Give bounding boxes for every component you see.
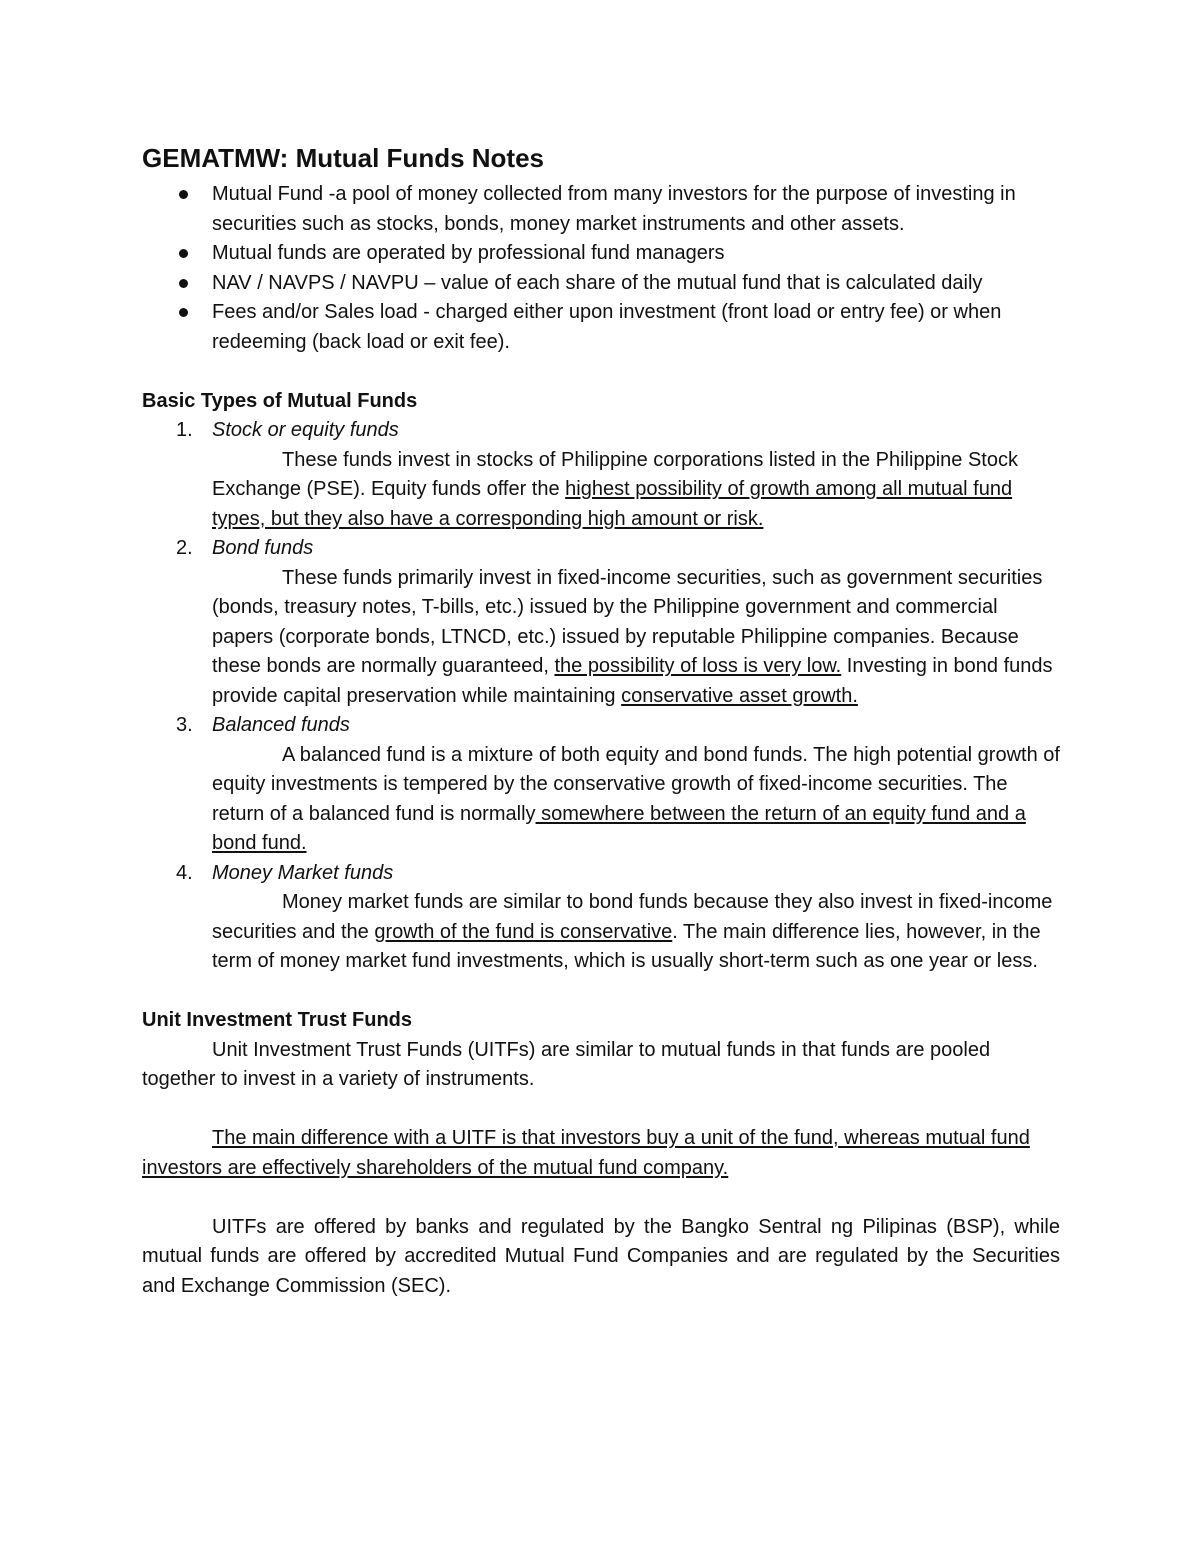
fund-type-description	[212, 564, 1060, 712]
underlined-text: conservative asset growth.	[621, 684, 858, 707]
section-heading-uitf: Unit Investment Trust Funds	[142, 1009, 413, 1031]
bullet-item	[142, 239, 1060, 269]
fund-type-stock	[142, 416, 1060, 534]
fund-type-balanced	[142, 711, 1060, 859]
bullet-dot-icon	[179, 249, 188, 258]
bullet-text: Fees and/or Sales load - charged either upon investment (front load or entry fee) or when redeeming (back load or exit fee).	[212, 301, 1002, 353]
bullet-item	[142, 298, 1060, 357]
description-text: Money market funds are similar to bond funds because they also invest in fixed-income securities and the	[212, 891, 1053, 943]
spacer	[142, 357, 1060, 387]
fund-type-name: Bond funds	[212, 537, 314, 559]
bullet-text: Mutual Fund -a pool of money collected from many investors for the purpose of investing in securities such as stocks, bonds, money market instruments and other assets.	[212, 183, 1016, 235]
spacer	[142, 1183, 1060, 1213]
description-text: A balanced fund is a mixture of both equity and bond funds. The high potential growth of equity investments is tempered by the conservative growth of fixed-income securities. The return of a balanced fund is normally	[212, 743, 1060, 825]
page-title: GEMATMW: Mutual Funds Notes	[142, 143, 544, 173]
item-number: 2.	[176, 537, 193, 559]
underlined-text: growth of the fund is conservative	[374, 920, 673, 943]
uitf-paragraph: Unit Investment Trust Funds (UITFs) are similar to mutual funds in that funds are pooled together to invest in a variety of instruments.	[142, 1038, 991, 1090]
bullet-dot-icon	[179, 308, 188, 317]
fund-type-name: Stock or equity funds	[212, 419, 399, 441]
fund-type-description	[212, 446, 1060, 535]
description-text: . The main difference lies, however, in the term of money market fund investments, which is usually short-term such as one year or less.	[212, 920, 1041, 972]
intro-bullet-list	[142, 180, 1060, 357]
item-number: 3.	[176, 714, 193, 736]
underlined-text: highest possibility of growth among all mutual fund types, but they also have a corresponding high amount or risk.	[212, 478, 1013, 530]
uitf-regulation-paragraph: UITFs are offered by banks and regulated by the Bangko Sentral ng Pilipinas (BSP), while mutual funds are offered by accredited Mutual Fund Companies and are regulated by the Securities and Exchange Commission (SEC).	[142, 1215, 1060, 1297]
bullet-item	[142, 180, 1060, 239]
bullet-dot-icon	[179, 190, 188, 199]
description-text: These funds primarily invest in fixed-income securities, such as government securities (bonds, treasury notes, T-bills, etc.) issued by the Philippine government and commercial papers (corporate bonds, LTNCD, etc.) issued by reputable Philippine companies. Because these bonds are normally guaranteed,	[212, 566, 1043, 677]
item-number: 1.	[176, 419, 193, 441]
bullet-text: Mutual funds are operated by professional fund managers	[212, 242, 725, 264]
document-body	[142, 140, 1060, 1301]
fund-type-bond	[142, 534, 1060, 711]
description-text: Investing in bond funds provide capital preservation while maintaining	[212, 655, 1053, 707]
bullet-text: NAV / NAVPS / NAVPU – value of each share of the mutual fund that is calculated daily	[212, 271, 983, 294]
bullet-dot-icon	[179, 279, 188, 288]
fund-type-description	[212, 888, 1060, 977]
spacer	[142, 1095, 1060, 1125]
fund-type-name: Balanced funds	[212, 714, 350, 736]
item-number: 4.	[176, 861, 193, 884]
underlined-text: the possibility of loss is very low.	[554, 655, 842, 677]
fund-type-description	[212, 741, 1060, 859]
bullet-item	[142, 269, 1060, 299]
underlined-text: The main difference with a UITF is that investors buy a unit of the fund, whereas mutual fund investors are effectively shareholders of the mutual fund company.	[142, 1127, 1030, 1179]
spacer	[142, 977, 1060, 1007]
fund-type-money-market	[142, 859, 1060, 977]
uitf-difference-paragraph	[142, 1124, 1060, 1183]
underlined-text: somewhere between the return of an equity fund and a bond fund.	[212, 802, 1026, 854]
section-heading-basic-types: Basic Types of Mutual Funds	[142, 389, 418, 412]
description-text: These funds invest in stocks of Philippine corporations listed in the Philippine Stock Exchange (PSE). Equity funds offer the	[212, 448, 1018, 500]
fund-type-name: Money Market funds	[212, 861, 394, 884]
